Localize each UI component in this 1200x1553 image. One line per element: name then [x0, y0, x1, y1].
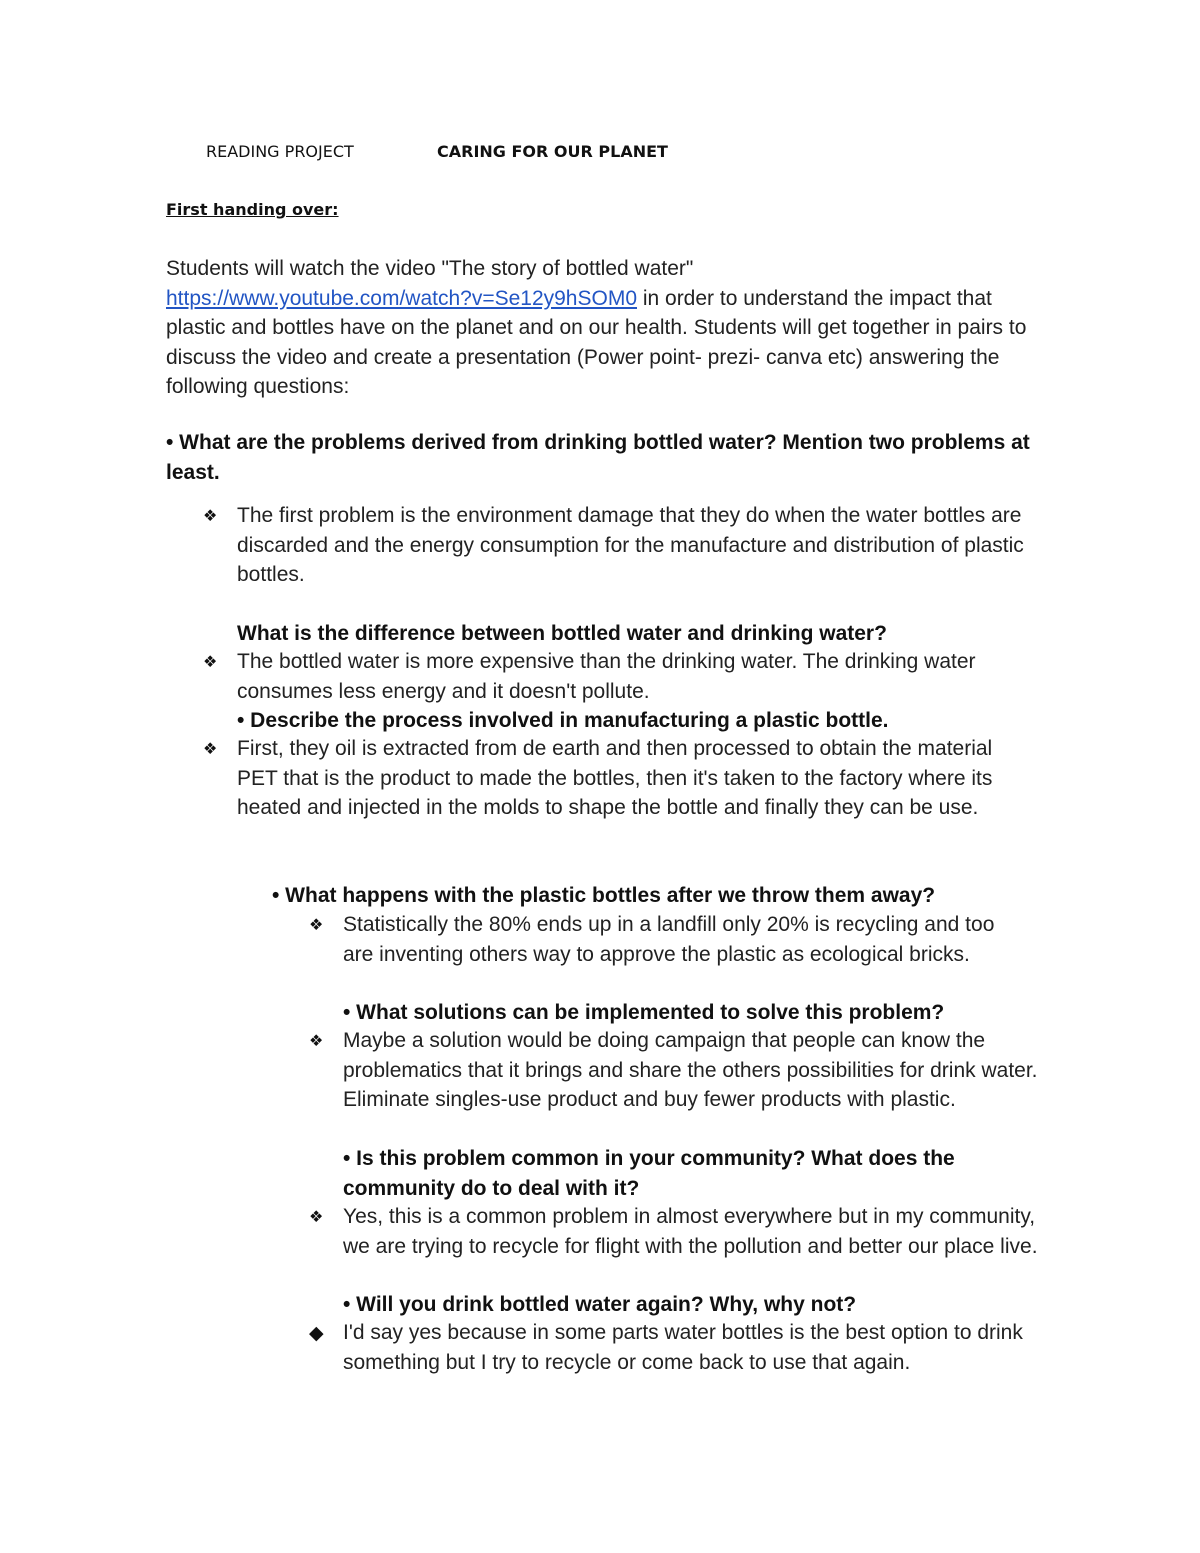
- intro-text: Students will watch the video "The story of bottled water": [166, 257, 694, 280]
- question-2: What is the difference between bottled water and drinking water?: [237, 622, 887, 645]
- answer-7: I'd say yes because in some parts water bottles is the best option to drink something but I try to recycle or come back to use that again.: [343, 1321, 1023, 1374]
- four-diamond-bullet-icon: ❖: [309, 1209, 324, 1226]
- diamond-bullet-icon: ◆: [309, 1323, 324, 1344]
- project-label: READING PROJECT: [206, 142, 354, 161]
- answer-5: Maybe a solution would be doing campaign that people can know the problematics that it brings and share the others possibilities for drink water. Eliminate singles-use product and buy fewer products with plastic.: [343, 1029, 1038, 1111]
- four-diamond-bullet-icon: ❖: [309, 1033, 324, 1050]
- question-7: • Will you drink bottled water again? Why, why not?: [343, 1293, 857, 1316]
- four-diamond-bullet-icon: ❖: [203, 654, 218, 671]
- question-4: • What happens with the plastic bottles after we throw them away?: [272, 884, 936, 907]
- question-3: • Describe the process involved in manufacturing a plastic bottle.: [237, 709, 889, 732]
- answer-6: Yes, this is a common problem in almost everywhere but in my community, we are trying to recycle for flight with the pollution and better our place live.: [343, 1205, 1038, 1258]
- question-5: • What solutions can be implemented to solve this problem?: [343, 1001, 945, 1024]
- answer-3: First, they oil is extracted from de earth and then processed to obtain the material PET that is the product to made the bottles, then it's taken to the factory where its heated and injected in the molds to shape the bottle and finally they can be use.: [237, 737, 993, 819]
- answer-1: The first problem is the environment damage that they do when the water bottles are discarded and the energy consumption for the manufacture and distribution of plastic bottles.: [237, 504, 1024, 586]
- answer-4: Statistically the 80% ends up in a landfill only 20% is recycling and too are inventing others way to approve the plastic as ecological bricks.: [343, 913, 995, 966]
- question-1: • What are the problems derived from drinking bottled water? Mention two problems at least.: [166, 431, 1030, 484]
- four-diamond-bullet-icon: ❖: [203, 741, 218, 758]
- intro-paragraph: [166, 254, 1046, 402]
- question-6: • Is this problem common in your community? What does the community do to deal with it?: [343, 1147, 955, 1200]
- four-diamond-bullet-icon: ❖: [309, 917, 324, 934]
- intro-text-continued: in order to understand the impact that plastic and bottles have on the planet and on our health. Students will get together in pairs to discuss the video and create a presentation (Power point- prezi- canva etc) answering the following questions:: [166, 286, 1027, 398]
- video-link[interactable]: https://www.youtube.com/watch?v=Se12y9hSOM0: [166, 286, 637, 310]
- answer-2: The bottled water is more expensive than the drinking water. The drinking water consumes less energy and it doesn't pollute.: [237, 650, 976, 703]
- four-diamond-bullet-icon: ❖: [203, 508, 218, 525]
- section-heading: First handing over:: [166, 200, 339, 219]
- project-title: CARING FOR OUR PLANET: [437, 142, 668, 161]
